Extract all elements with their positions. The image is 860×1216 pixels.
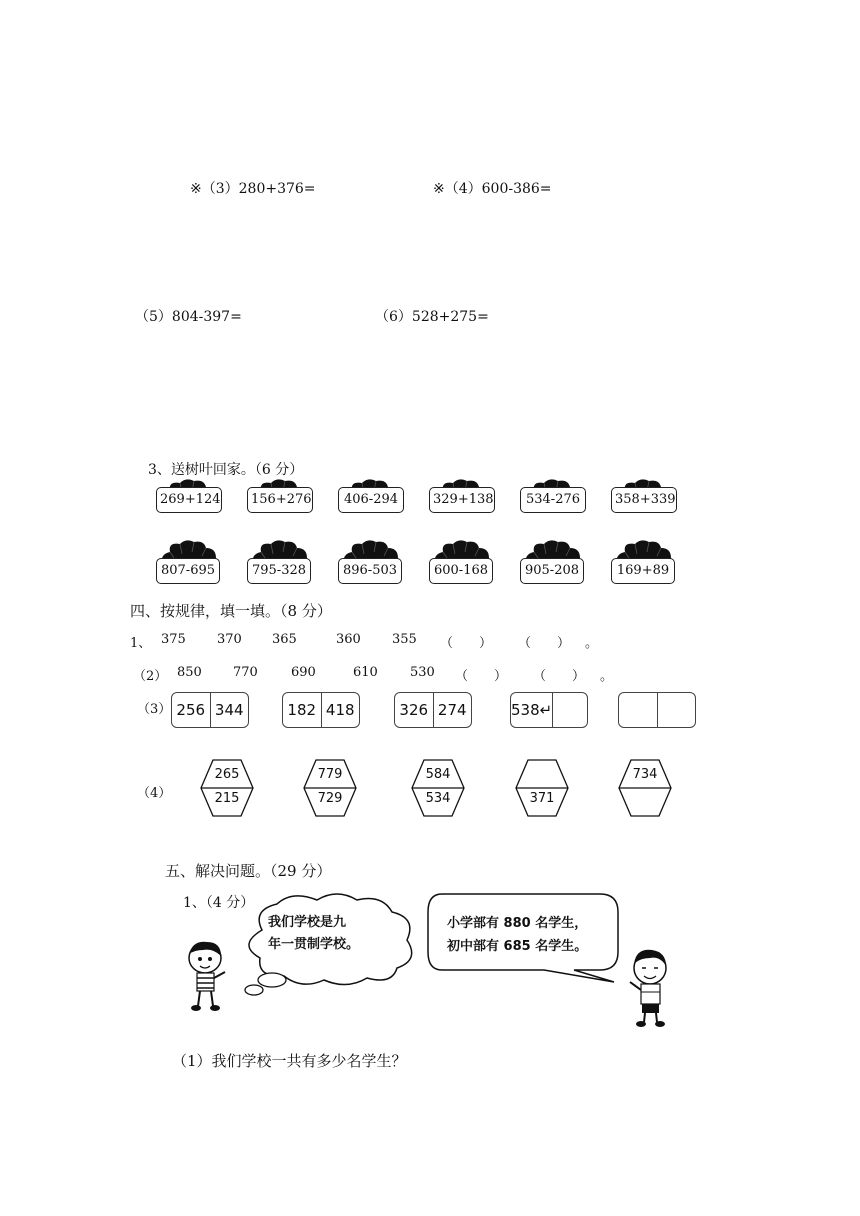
calc-q4: ※（4）600-386= [433, 181, 552, 197]
seq-number: 610 [353, 665, 378, 680]
hex-top: 734 [632, 767, 658, 782]
number-pair-box [394, 692, 472, 728]
hex-top: 779 [317, 767, 343, 782]
number-hexagon[interactable] [515, 759, 569, 817]
seq-blank[interactable]: （ ） [533, 669, 586, 684]
number-pair-box[interactable] [510, 692, 588, 728]
bubble-right-line2: 初中部有 685 名学生。 [447, 939, 588, 954]
seq-end: 。 [600, 669, 614, 684]
pair-left: 538↵ [511, 693, 553, 727]
seq-number: 355 [392, 632, 417, 647]
section4-title: 四、按规律，填一填。（8 分） [130, 602, 332, 620]
leaf-expression[interactable]: 896-503 [338, 558, 402, 584]
pair-right: 344 [214, 701, 244, 719]
pair-right: 274 [437, 701, 467, 719]
leaf-expression[interactable]: 534-276 [520, 487, 586, 513]
leaf-expression[interactable]: 905-208 [520, 558, 584, 584]
number-pair-box [282, 692, 360, 728]
seq-number: 370 [217, 632, 242, 647]
pair-left[interactable] [619, 693, 658, 727]
pair-right[interactable] [553, 693, 587, 727]
seq-number: 375 [161, 632, 186, 647]
pair-left: 326 [395, 693, 434, 727]
seq-end: 。 [585, 636, 599, 651]
boy-right-icon [620, 946, 680, 1028]
leaf-expression[interactable]: 358+339 [611, 487, 677, 513]
pair-left: 256 [172, 693, 211, 727]
seq-number: 770 [233, 665, 258, 680]
number-pair-box[interactable] [618, 692, 696, 728]
calc-q5: （5）804-397= [135, 309, 242, 325]
seq-label: （2） [133, 669, 168, 684]
sub-question-1: （1）我们学校一共有多少名学生？ [172, 1052, 407, 1070]
seq-blank[interactable]: （ ） [518, 636, 571, 651]
number-pair-box [171, 692, 249, 728]
number-hexagon [200, 759, 254, 817]
pair-left: 182 [283, 693, 322, 727]
calc-q6: （6）528+275= [375, 309, 489, 325]
section5-title: 五、解决问题。（29 分） [165, 862, 332, 880]
seq-number: 360 [336, 632, 361, 647]
leaves-title: 3、送树叶回家。（6 分） [148, 462, 304, 478]
leaf-expression[interactable]: 269+124 [156, 487, 222, 513]
number-hexagon [411, 759, 465, 817]
bubble-right-line1: 小学部有 880 名学生， [447, 916, 588, 931]
leaf-expression[interactable]: 406-294 [338, 487, 404, 513]
leaf-expression[interactable]: 329+138 [429, 487, 495, 513]
calc-q3: ※（3）280+376= [190, 181, 316, 197]
hex-top: 265 [214, 767, 240, 782]
seq-blank[interactable]: （ ） [440, 636, 493, 651]
leaf-expression[interactable]: 600-168 [429, 558, 493, 584]
number-hexagon[interactable] [618, 759, 672, 817]
bubble-left-line2: 年一贯制学校。 [268, 937, 360, 952]
hex-bottom: 215 [214, 791, 240, 806]
row4-label: （4） [137, 786, 172, 801]
hex-bottom: 534 [425, 791, 451, 806]
leaf-expression[interactable]: 795-328 [247, 558, 311, 584]
seq-number: 365 [272, 632, 297, 647]
number-hexagon [303, 759, 357, 817]
pair-right[interactable] [658, 693, 696, 727]
seq-number: 850 [177, 665, 202, 680]
hex-bottom: 729 [317, 791, 343, 806]
hex-top: 584 [425, 767, 451, 782]
leaf-expression[interactable]: 156+276 [247, 487, 313, 513]
leaf-expression[interactable]: 807-695 [156, 558, 220, 584]
seq-label: 1、 [130, 636, 152, 651]
seq-number: 690 [291, 665, 316, 680]
pair-right: 418 [325, 701, 355, 719]
row3-label: （3） [137, 702, 172, 717]
leaf-expression[interactable]: 169+89 [611, 558, 675, 584]
bubble-left-line1: 我们学校是九 [268, 915, 347, 930]
question-1-label: 1、（4 分） [183, 895, 255, 911]
seq-number: 530 [410, 665, 435, 680]
hex-bottom: 371 [529, 791, 555, 806]
seq-blank[interactable]: （ ） [455, 669, 508, 684]
